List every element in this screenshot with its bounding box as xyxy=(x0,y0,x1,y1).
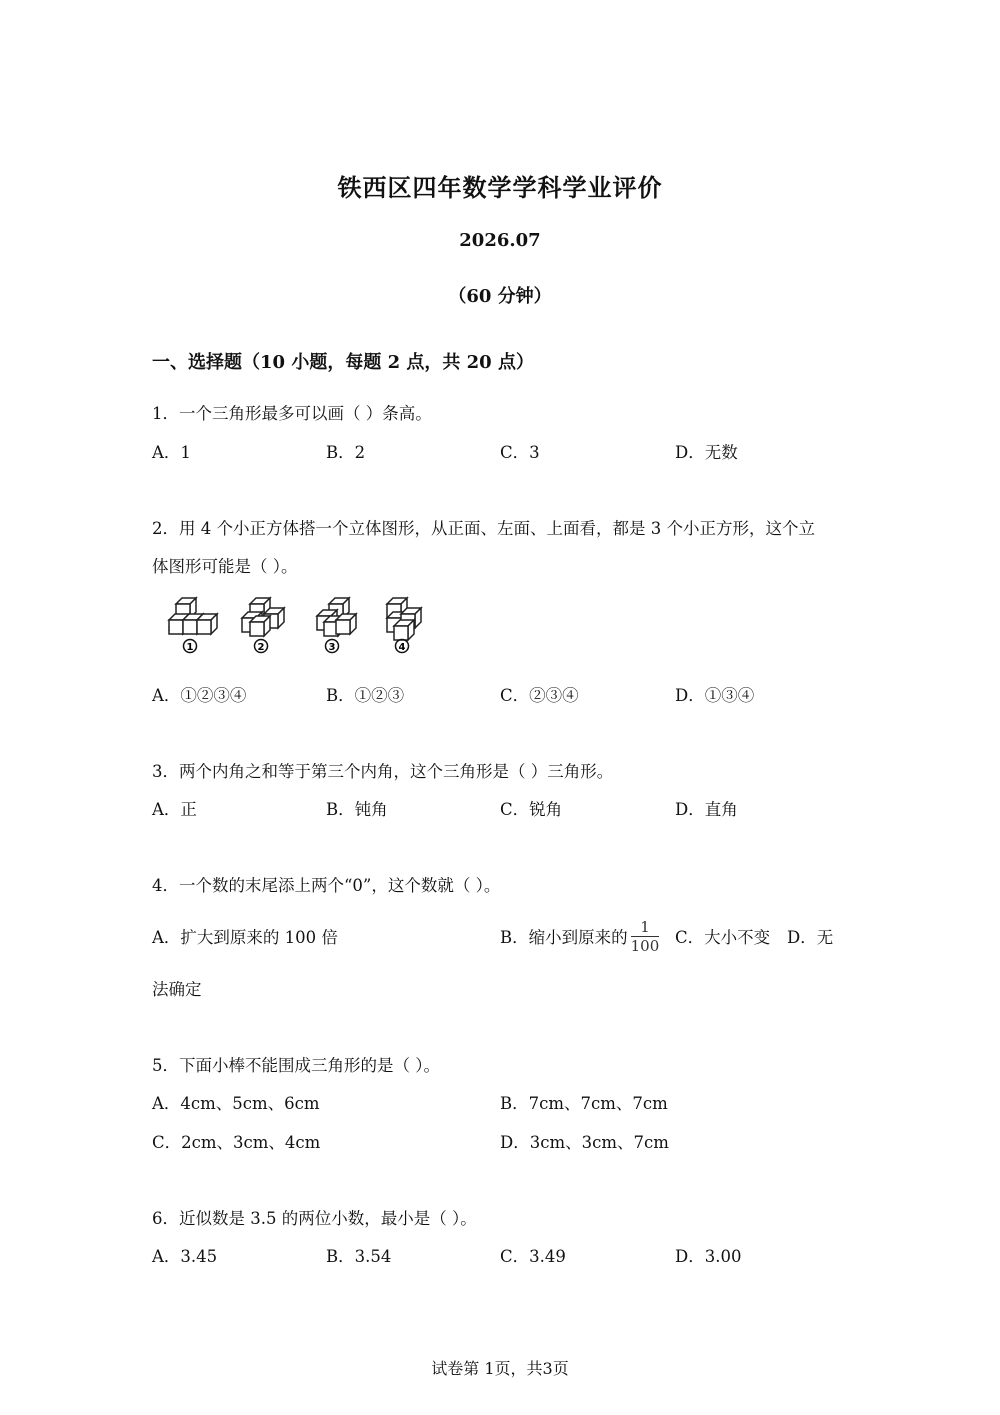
question-4-text: 4．一个数的末尾添上两个“0”，这个数就（ ）。 xyxy=(152,876,501,895)
q4-option-b xyxy=(500,916,662,960)
fraction-numerator: 1 xyxy=(640,918,650,936)
q2-option-a: A．①②③④ xyxy=(152,686,247,705)
question-1-text: 1．一个三角形最多可以画（ ）条高。 xyxy=(152,404,432,423)
exam-date: 2026.07 xyxy=(459,230,541,251)
q2-option-d: D．①③④ xyxy=(675,686,755,705)
q4-option-d-continuation: 法确定 xyxy=(152,980,202,999)
q1-option-a: A．1 xyxy=(152,443,191,462)
q2-option-c: C．②③④ xyxy=(500,686,579,705)
section-heading: 一、选择题（10 小题，每题 2 点，共 20 点） xyxy=(152,352,534,373)
q4-option-a: A．扩大到原来的 100 倍 xyxy=(152,928,338,947)
q6-option-c: C．3.49 xyxy=(500,1247,566,1266)
fraction-one-hundredth xyxy=(631,918,660,955)
q4-option-b-label: B．缩小到原来的 xyxy=(500,928,628,947)
cube-figure-2 xyxy=(242,598,284,653)
q1-option-c: C．3 xyxy=(500,443,540,462)
q6-option-a: A．3.45 xyxy=(152,1247,218,1266)
q1-option-d: D．无数 xyxy=(675,443,738,462)
question-5-text: 5．下面小棒不能围成三角形的是（ ）。 xyxy=(152,1056,440,1075)
cube-figure-3 xyxy=(317,598,356,653)
question-6-text: 6．近似数是 3.5 的两位小数，最小是（ ）。 xyxy=(152,1209,477,1228)
fraction-denominator: 100 xyxy=(630,937,660,955)
q5-option-a: A．4cm、5cm、6cm xyxy=(152,1094,320,1113)
q3-option-a: A．正 xyxy=(152,800,197,819)
figure-label-2: 2 xyxy=(257,642,265,653)
exam-duration: （60 分钟） xyxy=(448,286,552,307)
q6-option-d: D．3.00 xyxy=(675,1247,742,1266)
page-footer: 试卷第 1页，共3页 xyxy=(431,1359,569,1378)
q6-option-b: B．3.54 xyxy=(326,1247,392,1266)
question-2-text-line2: 体图形可能是（ ）。 xyxy=(152,557,298,576)
cube-figure-1 xyxy=(168,598,217,653)
cube-figures xyxy=(166,594,436,658)
q4-option-d: D．无 xyxy=(787,928,834,947)
q5-option-d: D．3cm、3cm、7cm xyxy=(500,1133,669,1152)
q1-option-b: B．2 xyxy=(326,443,366,462)
figure-label-1: 1 xyxy=(186,642,194,653)
question-3-text: 3．两个内角之和等于第三个内角，这个三角形是（ ）三角形。 xyxy=(152,762,614,781)
figure-label-3: 3 xyxy=(328,642,336,653)
cube-figure-4 xyxy=(387,598,421,653)
q3-option-b: B．钝角 xyxy=(326,800,388,819)
q5-option-c: C．2cm、3cm、4cm xyxy=(152,1133,321,1152)
q2-option-b: B．①②③ xyxy=(326,686,405,705)
question-2-text-line1: 2．用 4 个小正方体搭一个立体图形，从正面、左面、上面看，都是 3 个小正方形，这个立 xyxy=(152,519,815,538)
q4-option-c: C．大小不变 xyxy=(675,928,771,947)
figure-label-4: 4 xyxy=(398,642,406,653)
page-title: 铁西区四年数学学科学业评价 xyxy=(337,174,663,202)
q3-option-d: D．直角 xyxy=(675,800,738,819)
q3-option-c: C．锐角 xyxy=(500,800,563,819)
q5-option-b: B．7cm、7cm、7cm xyxy=(500,1094,668,1113)
